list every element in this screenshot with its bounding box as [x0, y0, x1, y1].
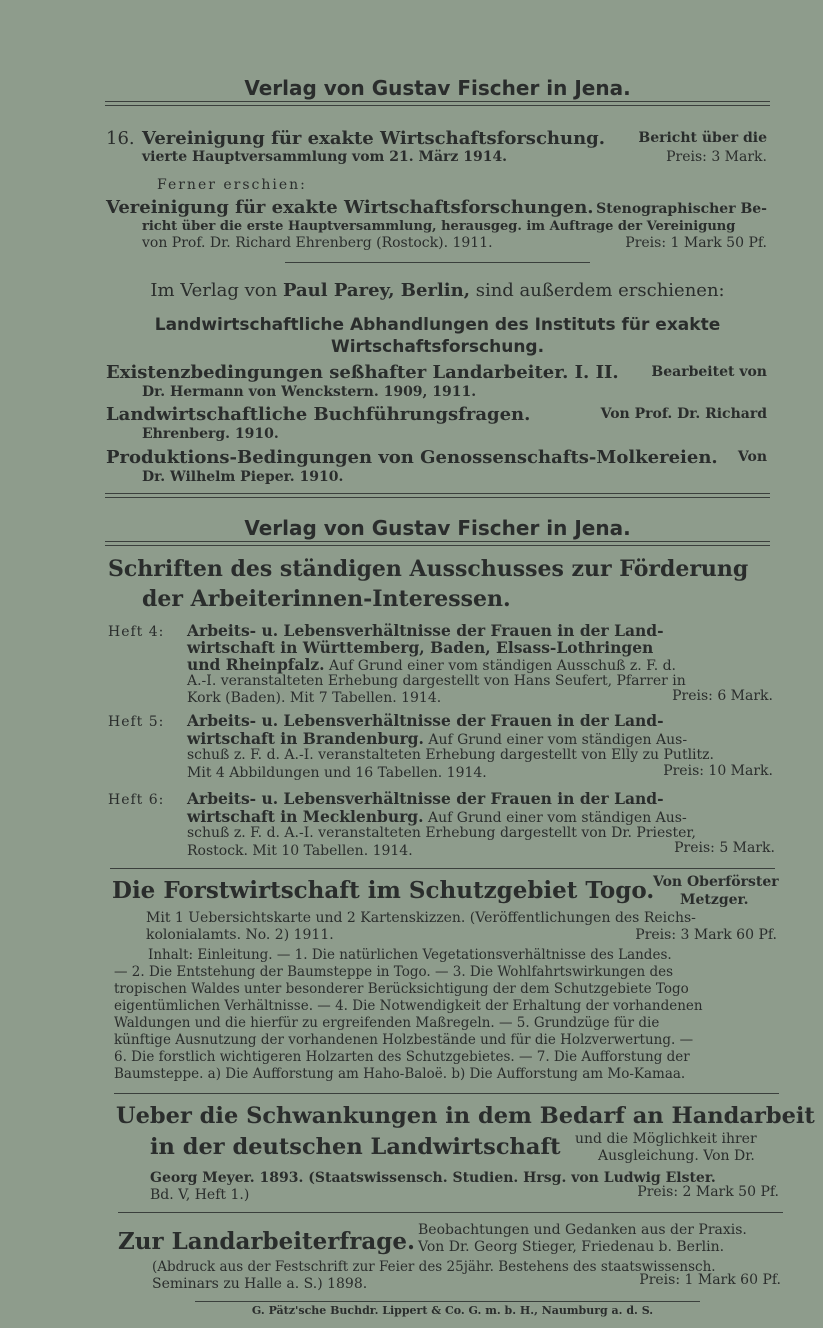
parey-intro-post: sind außerdem erschienen: — [475, 280, 725, 301]
handarbeit-price: Preis: 2 Mark 50 Pf. — [637, 1184, 779, 1200]
heft6-title: Arbeits- u. Lebensverhältnisse der Frauen in der Land- — [187, 789, 664, 808]
parey-intro-pre: Im Verlag von — [150, 280, 278, 301]
parey-publisher: Paul Parey, Berlin, — [282, 280, 470, 301]
togo-contents-2: — 2. Die Entstehung der Baumsteppe in Togo. — 3. Die Wohlfahrtswirkungen des — [114, 964, 674, 980]
heft5-desc: Auf Grund einer vom ständigen Aus- — [428, 732, 688, 748]
togo-contents-6: künftige Ausnutzung der vorhandenen Holzbestände und für die Holzverwertung. — — [114, 1032, 694, 1048]
landarbeiter-desc: (Abdruck aus der Festschrift zur Feier des 25jähr. Bestehens des staatswissensch. — [152, 1259, 716, 1275]
landarbeiter-sub-2: Von Dr. Georg Stieger, Friedenau b. Berlin. — [418, 1239, 725, 1255]
heft4-line-3 — [187, 655, 676, 674]
item-number: 16. — [106, 128, 135, 149]
schriften-title: Schriften des ständigen Ausschusses zur Förderung — [108, 556, 749, 582]
heft6-label: Heft 6: — [108, 792, 165, 808]
steno-desc: Stenographischer Be- — [596, 201, 767, 217]
togo-desc: Mit 1 Uebersichtskarte und 2 Kartenskizzen. (Veröffentlichungen des Reichs- — [146, 910, 696, 926]
heft5-desc-2: schuß z. F. d. A.-I. veranstalteten Erhebung dargestellt von Elly zu Putlitz. — [187, 747, 714, 763]
togo-contents-7: 6. Die forstlich wichtigeren Holzarten des Schutzgebietes. — 7. Die Aufforstung der — [114, 1049, 690, 1065]
book2-author: Ehrenberg. 1910. — [142, 426, 279, 442]
togo-title: Die Forstwirtschaft im Schutzgebiet Togo. — [112, 877, 655, 904]
item16-desc: Bericht über die — [638, 130, 767, 146]
heft6-price: Preis: 5 Mark. — [674, 840, 775, 856]
heft5-price: Preis: 10 Mark. — [663, 763, 773, 779]
heft5-label: Heft 5: — [108, 714, 165, 730]
togo-author-2: Metzger. — [680, 892, 749, 908]
divider — [118, 1212, 783, 1213]
book3-author: Dr. Wilhelm Pieper. 1910. — [142, 469, 344, 485]
divider — [285, 262, 590, 263]
handarbeit-desc: Georg Meyer. 1893. (Staatswissensch. Studien. Hrsg. von Ludwig Elster. — [150, 1170, 716, 1186]
steno-title: Vereinigung für exakte Wirtschaftsforschungen. — [106, 197, 594, 218]
heft4-title: Arbeits- u. Lebensverhältnisse der Frauen in der Land- — [187, 621, 664, 640]
handarbeit-title-2: in der deutschen Landwirtschaft — [150, 1134, 561, 1160]
heft4-label: Heft 4: — [108, 624, 165, 640]
handarbeit-desc-2: Bd. V, Heft 1.) — [150, 1187, 250, 1203]
book2-title: Landwirtschaftliche Buchführungsfragen. — [106, 404, 531, 425]
book1-author: Dr. Hermann von Wenckstern. 1909, 1911. — [142, 384, 477, 400]
heft6-line-2 — [187, 807, 687, 826]
divider — [105, 101, 770, 106]
handarbeit-sub: und die Möglichkeit ihrer — [575, 1131, 757, 1147]
ferner-erschien: Ferner erschien: — [157, 177, 307, 193]
item16-title: Vereinigung für exakte Wirtschaftsforschung. — [142, 128, 606, 149]
publisher-heading-2: Verlag von Gustav Fischer in Jena. — [244, 516, 631, 540]
printer-imprint: G. Pätz'sche Buchdr. Lippert & Co. G. m. b. H., Naumburg a. d. S. — [251, 1304, 654, 1317]
book1-title: Existenzbedingungen seßhafter Landarbeiter. I. II. — [106, 362, 619, 383]
togo-desc-2: kolonialamts. No. 2) 1911. — [146, 927, 334, 943]
heft4-desc-2: A.-I. veranstalteten Erhebung dargestellt von Hans Seufert, Pfarrer in — [187, 673, 686, 689]
steno-desc-2: richt über die erste Hauptversammlung, herausgeg. im Auftrage der Vereinigung — [142, 219, 736, 234]
togo-contents-5: Waldungen und die hierfür zu ergreifenden Maßregeln. — 5. Grundzüge für die — [114, 1015, 660, 1031]
divider — [110, 868, 775, 869]
book2-by: Von Prof. Dr. Richard — [600, 406, 767, 422]
heft6-desc-3: Rostock. Mit 10 Tabellen. 1914. — [187, 843, 413, 859]
parey-series-title-2: Wirtschaftsforschung. — [330, 337, 545, 357]
togo-contents: Inhalt: Einleitung. — 1. Die natürlichen Vegetationsverhältnisse des Landes. — [148, 947, 672, 963]
togo-contents-3: tropischen Waldes unter besonderer Berücksichtigung der dem Schutzgebiete Togo — [114, 981, 689, 997]
book3-by: Von — [737, 449, 767, 465]
item16-price: Preis: 3 Mark. — [666, 149, 767, 165]
parey-series-title: Landwirtschaftliche Abhandlungen des Instituts für exakte — [154, 315, 721, 335]
steno-desc-3: von Prof. Dr. Richard Ehrenberg (Rostock). 1911. — [142, 235, 493, 251]
togo-price: Preis: 3 Mark 60 Pf. — [635, 927, 777, 943]
handarbeit-title: Ueber die Schwankungen in dem Bedarf an Handarbeit — [116, 1103, 815, 1129]
heft4-desc: Auf Grund einer vom ständigen Ausschuß z. F. d. — [329, 658, 677, 674]
steno-price: Preis: 1 Mark 50 Pf. — [625, 235, 767, 251]
heft6-desc: Auf Grund einer vom ständigen Aus- — [428, 810, 687, 826]
togo-author: Von Oberförster — [653, 874, 779, 890]
heft4-title-3: und Rheinpfalz. — [187, 655, 325, 674]
heft4-price: Preis: 6 Mark. — [672, 688, 773, 704]
heft6-title-2: wirtschaft in Mecklenburg. — [187, 807, 424, 826]
divider — [105, 541, 770, 546]
item16-desc-2: vierte Hauptversammlung vom 21. März 1914. — [142, 149, 508, 165]
handarbeit-sub-2: Ausgleichung. Von Dr. — [598, 1148, 755, 1164]
divider — [105, 493, 770, 498]
parey-intro — [105, 280, 770, 301]
heft5-title: Arbeits- u. Lebensverhältnisse der Frauen in der Land- — [187, 711, 664, 730]
divider — [114, 1093, 779, 1094]
book3-title: Produktions-Bedingungen von Genossenschafts-Molkereien. — [106, 447, 718, 468]
heft4-title-2: wirtschaft in Württemberg, Baden, Elsass-Lothringen — [187, 638, 654, 657]
heft4-desc-3: Kork (Baden). Mit 7 Tabellen. 1914. — [187, 690, 442, 706]
landarbeiter-sub: Beobachtungen und Gedanken aus der Praxis. — [418, 1222, 747, 1238]
togo-contents-8: Baumsteppe. a) Die Aufforstung am Haho-Baloë. b) Die Aufforstung am Mo-Kamaa. — [114, 1066, 686, 1082]
landarbeiter-price: Preis: 1 Mark 60 Pf. — [639, 1272, 781, 1288]
togo-contents-4: eigentümlichen Verhältnisse. — 4. Die Notwendigkeit der Erhaltung der vorhandenen — [114, 998, 703, 1014]
heft6-desc-2: schuß z. F. d. A.-I. veranstalteten Erhebung dargestellt von Dr. Priester, — [187, 825, 696, 841]
landarbeiter-desc-2: Seminars zu Halle a. S.) 1898. — [152, 1276, 368, 1292]
divider — [195, 1301, 700, 1302]
heft5-title-2: wirtschaft in Brandenburg. — [187, 729, 424, 748]
book1-by: Bearbeitet von — [651, 364, 767, 380]
heft5-line-2 — [187, 729, 687, 748]
landarbeiter-title: Zur Landarbeiterfrage. — [118, 1228, 416, 1255]
schriften-title-2: der Arbeiterinnen-Interessen. — [142, 586, 511, 612]
heft5-desc-3: Mit 4 Abbildungen und 16 Tabellen. 1914. — [187, 765, 487, 781]
publisher-heading-1: Verlag von Gustav Fischer in Jena. — [244, 76, 631, 100]
